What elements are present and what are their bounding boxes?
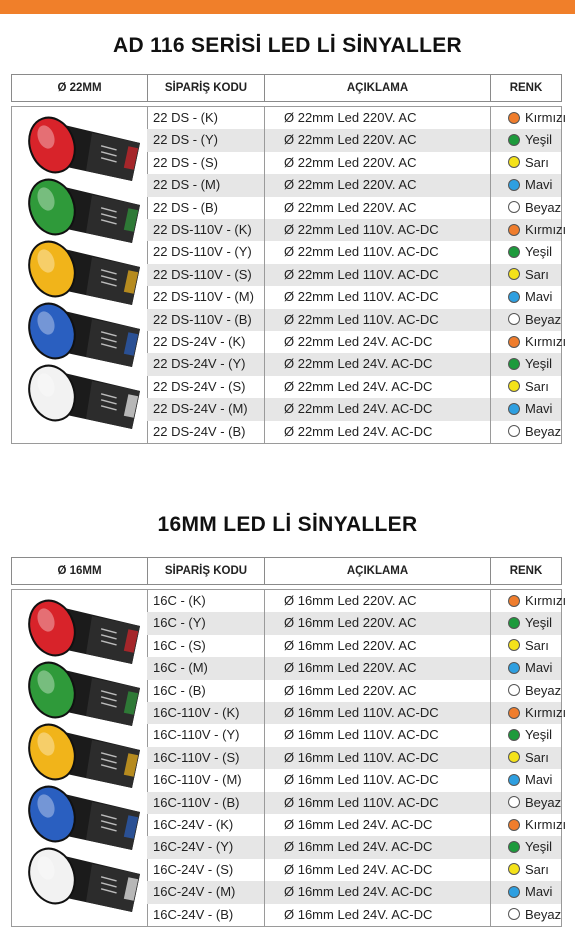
description: Ø 16mm Led 220V. AC — [284, 593, 417, 608]
order-code: 16C-24V - (Y) — [153, 839, 234, 855]
color-dot-icon — [508, 156, 520, 168]
led-signal-lamp-icon — [22, 780, 140, 850]
color-name: Mavi — [525, 289, 553, 305]
order-code: 16C - (M) — [153, 660, 208, 676]
description: Ø 16mm Led 110V. AC-DC — [284, 727, 439, 743]
description: Ø 22mm Led 110V. AC-DC — [284, 222, 439, 237]
header-size: Ø 22MM — [57, 82, 102, 94]
description: Ø 22mm Led 110V. AC-DC — [284, 311, 439, 327]
color-dot-icon — [508, 729, 520, 741]
order-code: 16C - (S) — [153, 637, 206, 653]
order-code: 22 DS - (K) — [153, 110, 219, 125]
table-row — [147, 129, 561, 151]
color-dot-icon — [508, 617, 520, 629]
order-code: 16C-110V - (Y) — [153, 727, 240, 743]
table-row — [147, 814, 567, 836]
color-name: Mavi — [525, 177, 553, 193]
description: Ø 22mm Led 110V. AC-DC — [284, 289, 439, 305]
header-size: Ø 16MM — [57, 565, 102, 577]
color-dot-icon — [508, 291, 520, 303]
description: Ø 16mm Led 110V. AC-DC — [284, 705, 439, 720]
order-code: 22 DS-24V - (Y) — [153, 356, 246, 372]
color-dot-icon — [508, 224, 520, 236]
color-dot-icon — [508, 908, 520, 920]
header-desc: AÇIKLAMA — [346, 82, 409, 94]
order-code: 16C-110V - (K) — [153, 705, 240, 720]
color-dot-icon — [508, 268, 520, 280]
header-color: RENK — [509, 82, 543, 94]
color-dot-icon — [508, 112, 520, 124]
color-dot-icon — [508, 313, 520, 325]
color-name: Yeşil — [525, 727, 552, 743]
led-signal-lamp-icon — [22, 297, 140, 367]
color-name: Kırmızı — [525, 334, 567, 349]
order-code: 16C-24V - (S) — [153, 861, 234, 877]
color-name: Kırmızı — [525, 593, 567, 608]
description: Ø 16mm Led 220V. AC — [284, 660, 417, 676]
order-code: 22 DS-110V - (K) — [153, 222, 252, 237]
table-row — [147, 309, 561, 331]
color-dot-icon — [508, 425, 520, 437]
color-name: Mavi — [525, 401, 553, 417]
color-name: Beyaz — [525, 311, 562, 327]
table-row — [147, 331, 567, 353]
table-row — [147, 680, 561, 702]
color-name: Mavi — [525, 660, 553, 676]
order-code: 16C - (K) — [153, 593, 206, 608]
color-dot-icon — [508, 774, 520, 786]
color-name: Beyaz — [525, 199, 562, 215]
order-code: 16C-24V - (B) — [153, 906, 234, 922]
order-code: 22 DS-110V - (B) — [153, 311, 252, 327]
table-row — [147, 264, 561, 286]
color-name: Kırmızı — [525, 817, 567, 832]
description: Ø 16mm Led 24V. AC-DC — [284, 884, 433, 900]
description: Ø 16mm Led 24V. AC-DC — [284, 839, 433, 855]
description: Ø 16mm Led 110V. AC-DC — [284, 749, 439, 765]
color-dot-icon — [508, 707, 520, 719]
order-code: 22 DS - (M) — [153, 177, 221, 193]
color-name: Sarı — [525, 749, 549, 765]
table-body — [11, 106, 567, 444]
header-desc: AÇIKLAMA — [346, 565, 409, 577]
description: Ø 16mm Led 220V. AC — [284, 615, 417, 631]
order-code: 22 DS - (B) — [153, 199, 219, 215]
color-dot-icon — [508, 201, 520, 213]
top-accent-bar — [0, 0, 575, 14]
description: Ø 22mm Led 110V. AC-DC — [284, 244, 439, 260]
table-body — [11, 589, 567, 927]
order-code: 16C-110V - (B) — [153, 794, 240, 810]
color-name: Kırmızı — [525, 705, 567, 720]
color-name: Sarı — [525, 861, 549, 877]
color-dot-icon — [508, 595, 520, 607]
led-signal-lamp-icon — [22, 359, 140, 429]
color-dot-icon — [508, 639, 520, 651]
description: Ø 22mm Led 220V. AC — [284, 110, 417, 125]
color-name: Yeşil — [525, 132, 552, 148]
section-title: 16MM LED Lİ SİNYALLER — [157, 513, 418, 536]
table-row — [147, 904, 561, 926]
order-code: 22 DS-110V - (M) — [153, 289, 254, 305]
color-dot-icon — [508, 358, 520, 370]
description: Ø 22mm Led 24V. AC-DC — [284, 356, 433, 372]
table-row — [147, 376, 561, 398]
color-dot-icon — [508, 662, 520, 674]
table-row — [147, 219, 567, 241]
color-name: Sarı — [525, 637, 549, 653]
led-signal-lamp-icon — [22, 656, 140, 726]
led-signal-lamp-icon — [22, 235, 140, 305]
color-name: Sarı — [525, 378, 549, 394]
color-name: Kırmızı — [525, 110, 567, 125]
table-row — [147, 657, 561, 679]
color-dot-icon — [508, 796, 520, 808]
table-row — [147, 590, 567, 612]
order-code: 22 DS-24V - (S) — [153, 378, 246, 394]
color-name: Mavi — [525, 884, 553, 900]
description: Ø 22mm Led 220V. AC — [284, 177, 417, 193]
header-code: SİPARİŞ KODU — [164, 565, 248, 577]
product-image — [12, 590, 148, 926]
color-dot-icon — [508, 841, 520, 853]
color-name: Yeşil — [525, 356, 552, 372]
led-signal-lamp-icon — [22, 111, 140, 181]
color-name: Yeşil — [525, 244, 552, 260]
table-row — [147, 421, 561, 443]
color-name: Yeşil — [525, 839, 552, 855]
table-row — [147, 792, 561, 814]
header-color: RENK — [509, 565, 543, 577]
product-image — [12, 107, 148, 443]
color-name: Kırmızı — [525, 222, 567, 237]
table-row — [147, 836, 561, 858]
description: Ø 16mm Led 220V. AC — [284, 637, 417, 653]
description: Ø 22mm Led 220V. AC — [284, 199, 417, 215]
table-row — [147, 174, 561, 196]
description: Ø 16mm Led 24V. AC-DC — [284, 906, 433, 922]
table-row — [147, 881, 561, 903]
order-code: 16C-110V - (M) — [153, 772, 242, 788]
color-dot-icon — [508, 863, 520, 875]
color-dot-icon — [508, 179, 520, 191]
order-code: 22 DS-110V - (Y) — [153, 244, 252, 260]
description: Ø 16mm Led 24V. AC-DC — [284, 817, 433, 832]
order-code: 16C - (B) — [153, 682, 206, 698]
color-dot-icon — [508, 380, 520, 392]
description: Ø 16mm Led 24V. AC-DC — [284, 861, 433, 877]
color-name: Sarı — [525, 154, 549, 170]
color-dot-icon — [508, 886, 520, 898]
color-dot-icon — [508, 134, 520, 146]
table-row — [147, 353, 561, 375]
order-code: 22 DS - (Y) — [153, 132, 219, 148]
table-row — [147, 286, 561, 308]
order-code: 22 DS-24V - (K) — [153, 334, 246, 349]
description: Ø 16mm Led 220V. AC — [284, 682, 417, 698]
table-row — [147, 769, 561, 791]
description: Ø 22mm Led 24V. AC-DC — [284, 423, 433, 439]
order-code: 16C-110V - (S) — [153, 749, 240, 765]
color-name: Beyaz — [525, 906, 562, 922]
led-signal-lamp-icon — [22, 173, 140, 243]
led-signal-lamp-icon — [22, 718, 140, 788]
description: Ø 22mm Led 24V. AC-DC — [284, 401, 433, 417]
color-name: Sarı — [525, 266, 549, 282]
color-name: Beyaz — [525, 794, 562, 810]
color-name: Mavi — [525, 772, 553, 788]
description: Ø 16mm Led 110V. AC-DC — [284, 794, 439, 810]
order-code: 16C-24V - (K) — [153, 817, 234, 832]
description: Ø 22mm Led 24V. AC-DC — [284, 378, 433, 394]
order-code: 22 DS-24V - (M) — [153, 401, 248, 417]
led-lamps-image — [12, 107, 147, 443]
description: Ø 22mm Led 110V. AC-DC — [284, 266, 439, 282]
color-dot-icon — [508, 403, 520, 415]
color-dot-icon — [508, 336, 520, 348]
table-row — [147, 107, 567, 129]
section-title: AD 116 SERİSİ LED Lİ SİNYALLER — [113, 34, 462, 57]
table-row — [147, 747, 561, 769]
table-row — [147, 724, 561, 746]
table-row — [147, 859, 561, 881]
led-signal-lamp-icon — [22, 842, 140, 912]
description: Ø 22mm Led 220V. AC — [284, 154, 417, 170]
color-name: Beyaz — [525, 682, 562, 698]
order-code: 16C-24V - (M) — [153, 884, 236, 900]
table-header — [11, 557, 562, 585]
order-code: 16C - (Y) — [153, 615, 206, 631]
description: Ø 16mm Led 110V. AC-DC — [284, 772, 439, 788]
led-lamps-image — [12, 590, 147, 926]
color-dot-icon — [508, 819, 520, 831]
color-dot-icon — [508, 751, 520, 763]
description: Ø 22mm Led 220V. AC — [284, 132, 417, 148]
led-signal-lamp-icon — [22, 594, 140, 664]
table-row — [147, 197, 561, 219]
table-header — [11, 74, 562, 102]
color-dot-icon — [508, 246, 520, 258]
color-name: Yeşil — [525, 615, 552, 631]
order-code: 22 DS-24V - (B) — [153, 423, 246, 439]
table-row — [147, 612, 561, 634]
table-row — [147, 241, 561, 263]
table-row — [147, 398, 561, 420]
header-code: SİPARİŞ KODU — [164, 82, 248, 94]
color-name: Beyaz — [525, 423, 562, 439]
order-code: 22 DS-110V - (S) — [153, 266, 252, 282]
description: Ø 22mm Led 24V. AC-DC — [284, 334, 433, 349]
order-code: 22 DS - (S) — [153, 154, 219, 170]
table-row — [147, 635, 561, 657]
table-row — [147, 702, 567, 724]
color-dot-icon — [508, 684, 520, 696]
table-row — [147, 152, 561, 174]
